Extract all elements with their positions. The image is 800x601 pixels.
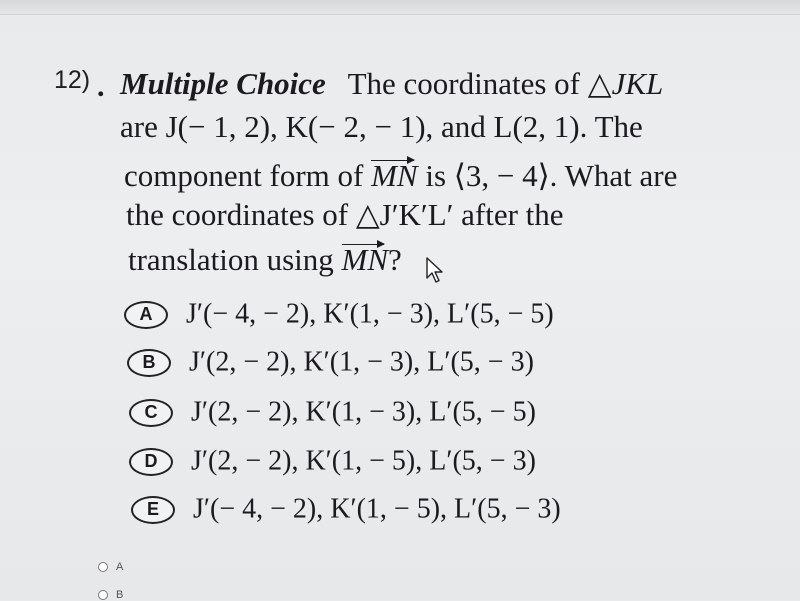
option-e[interactable] — [131, 492, 561, 526]
stem-line-5-pre: translation using — [128, 242, 342, 277]
option-a-text: J′(− 4, − 2), K′(1, − 3), L′(5, − 5) — [186, 298, 554, 330]
option-d[interactable] — [129, 444, 536, 478]
vector-mn: MN — [371, 158, 418, 193]
option-a-badge: A — [124, 301, 168, 329]
multiple-choice-heading: Multiple Choice — [120, 66, 326, 101]
option-b-text: J′(2, − 2), K′(1, − 3), L′(5, − 3) — [189, 346, 534, 378]
radio-circle-icon[interactable] — [98, 590, 108, 600]
stem-line-1-text: The coordinates of △ — [347, 66, 612, 101]
option-a[interactable] — [124, 297, 554, 331]
stem-line-2: are J(− 1, 2), K(− 2, − 1), and L(2, 1). The — [120, 109, 643, 144]
option-c-badge: C — [129, 399, 173, 427]
previous-question-edge — [0, 0, 800, 15]
question-number: 12) — [54, 66, 91, 94]
radio-circle-icon[interactable] — [98, 562, 108, 572]
answer-radio-b-label: B — [116, 589, 124, 601]
option-d-badge: D — [129, 448, 173, 476]
stem-line-3-pre: component form of — [124, 158, 372, 193]
question-number-dot: . — [97, 70, 105, 103]
option-e-text: J′(− 4, − 2), K′(1, − 5), L′(5, − 3) — [193, 493, 561, 525]
stem-line-5-post: ? — [388, 242, 402, 277]
option-e-badge: E — [131, 496, 175, 524]
option-c-text: J′(2, − 2), K′(1, − 3), L′(5, − 5) — [191, 396, 536, 428]
option-c[interactable] — [129, 395, 536, 429]
stem-line-3 — [124, 158, 677, 194]
vector-mn-2: MN — [341, 242, 389, 277]
stem-line-5 — [128, 242, 402, 278]
stem-line-4: the coordinates of △J′K′L′ after the — [126, 197, 564, 232]
answer-radio-a-label: A — [116, 561, 124, 573]
option-b[interactable] — [127, 345, 534, 379]
option-b-badge: B — [127, 349, 171, 377]
stem-line-1 — [120, 66, 663, 102]
answer-radio-a[interactable] — [98, 561, 123, 573]
stem-line-3-post: is ⟨3, − 4⟩. What are — [417, 158, 678, 193]
mouse-pointer-icon — [425, 257, 445, 285]
triangle-name: JKL — [611, 66, 664, 101]
option-d-text: J′(2, − 2), K′(1, − 5), L′(5, − 3) — [191, 445, 536, 477]
answer-radio-b[interactable] — [98, 589, 123, 601]
